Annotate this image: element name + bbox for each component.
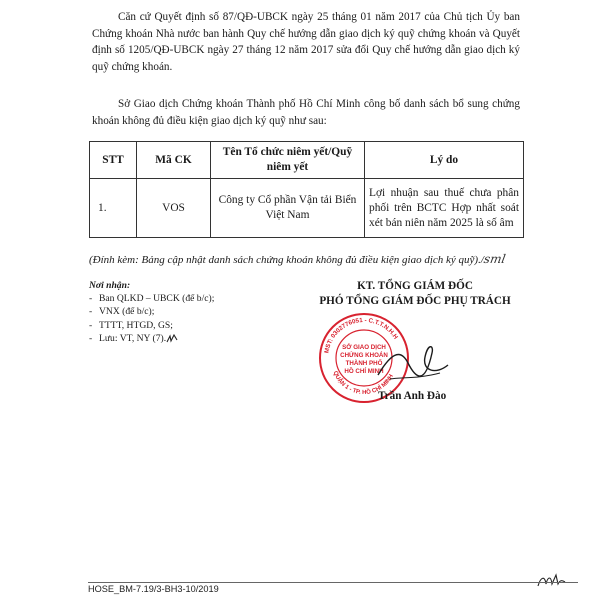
- announcement-paragraph: Sở Giao dịch Chứng khoán Thành phố Hồ Chí Minh công bố danh sách bổ sung chứng khoán không đủ điều kiện giao dịch ký quỹ như sau:: [92, 98, 520, 127]
- signature-block: [300, 279, 530, 309]
- stamp-lower-ring-text: QUẬN 1 - TP. HỒ CHÍ MINH: [331, 370, 395, 397]
- header-stt: STT: [90, 142, 137, 179]
- stamp-center-line: CHỨNG KHOÁN: [340, 352, 388, 359]
- form-code-footer: HOSE_BM-7.19/3-BH3-10/2019: [88, 584, 219, 594]
- attachment-note: [89, 252, 505, 266]
- list-item: - VNX (để b/c);: [89, 305, 214, 318]
- recipients-block: [89, 279, 214, 345]
- initials-mark-icon: [166, 334, 178, 344]
- row-reason: Lợi nhuận sau thuế chưa phân phối trên BCTC Hợp nhất soát xét bán niên năm 2025 là số âm: [365, 179, 524, 238]
- legal-basis-paragraph: Căn cứ Quyết định số 87/QĐ-UBCK ngày 25 tháng 01 năm 2017 của Chủ tịch Ủy ban Chứng khoán Nhà nước ban hành Quy chế hướng dẫn giao dịch ký quỹ chứng khoán và Quyết định số 1205/QĐ-UBCK ngày 27 tháng 12 năm 2017 sửa đổi Quy chế hướng dẫn giao dịch ký quỹ chứng khoán.: [92, 11, 520, 73]
- recipients-heading: Nơi nhận:: [89, 280, 131, 291]
- footer-divider: [88, 582, 578, 583]
- row-name: Công ty Cổ phần Vận tải Biển Việt Nam: [211, 179, 365, 238]
- stamp-center-line: HỒ CHÍ MINH: [344, 368, 384, 375]
- table-header-row: [90, 142, 524, 179]
- signature-title-line1: KT. TỔNG GIÁM ĐỐC: [357, 280, 473, 292]
- list-item: - Lưu: VT, NY (7).: [89, 332, 214, 345]
- recipients-list: [89, 292, 214, 345]
- table-row: [90, 179, 524, 238]
- stamp-center-line: SỞ GIAO DỊCH: [342, 344, 386, 351]
- signature-title-line2: PHÓ TỔNG GIÁM ĐỐC PHỤ TRÁCH: [319, 295, 511, 307]
- stamp-ring-text: MST: 0302776051 - C.T.T.N.H.H: [323, 316, 400, 354]
- header-reason: Lý do: [365, 142, 524, 179]
- row-code: VOS: [137, 179, 211, 238]
- row-stt: 1.: [90, 179, 137, 238]
- handwritten-signature-icon: [370, 335, 450, 395]
- securities-table: [89, 141, 524, 238]
- header-code: Mã CK: [137, 142, 211, 179]
- attachment-initials: sml: [482, 252, 507, 266]
- list-item: - TTTT, HTGD, GS;: [89, 319, 214, 332]
- initials-mark-icon: [536, 572, 566, 590]
- stamp-center-line: THÀNH PHỐ: [345, 360, 383, 367]
- header-name: Tên Tổ chức niêm yết/Quỹ niêm yết: [211, 142, 365, 179]
- list-item: - Ban QLKD – UBCK (để b/c);: [89, 292, 214, 305]
- attachment-text: (Đính kèm: Bảng cập nhật danh sách chứng khoán không đủ điều kiện giao dịch ký quỹ)./: [89, 254, 484, 266]
- signatory-name: Trần Anh Đào: [378, 390, 447, 402]
